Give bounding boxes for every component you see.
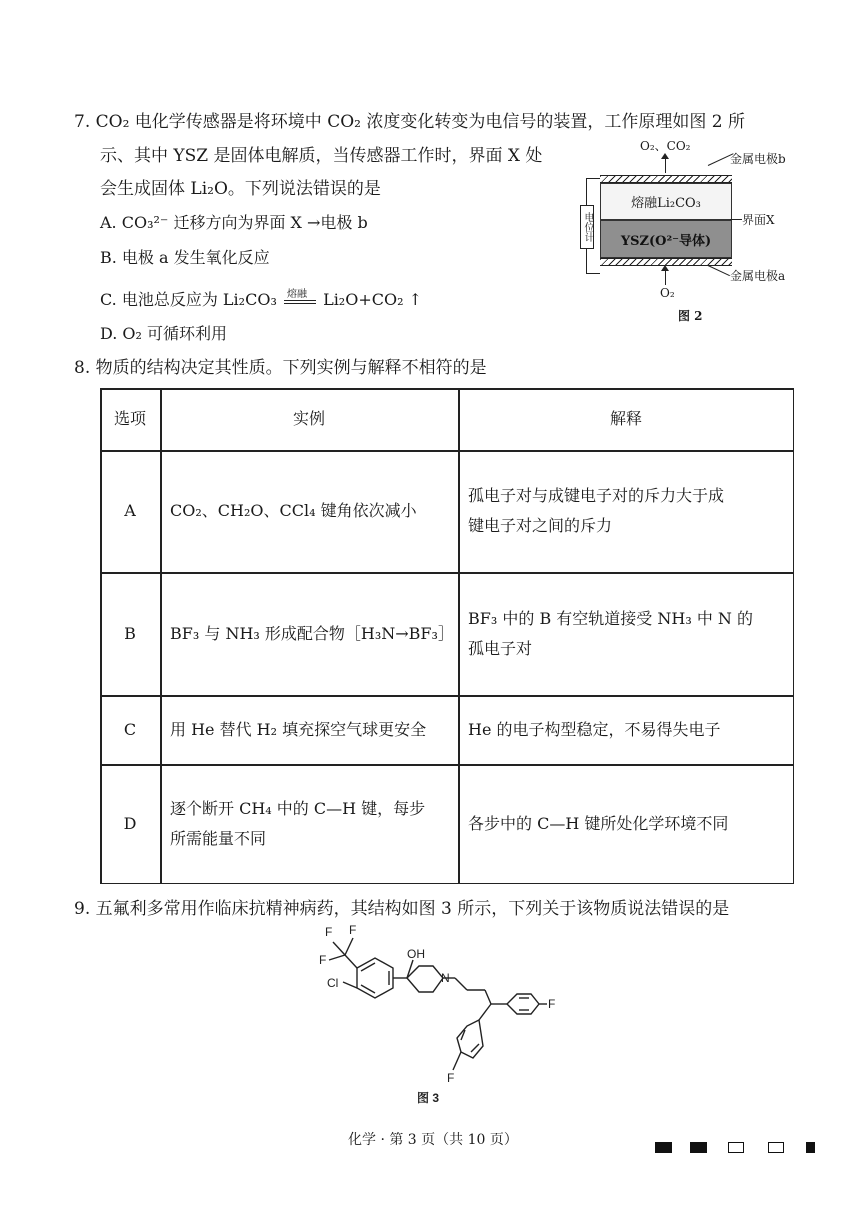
electrode-b bbox=[600, 175, 732, 183]
table-cell-example: CO₂、CH₂O、CCl₄ 键角依次减小 bbox=[170, 501, 417, 520]
atom-f: F bbox=[548, 997, 555, 1011]
ysz-layer bbox=[600, 220, 732, 258]
atom-cl: Cl bbox=[327, 976, 339, 990]
voltmeter: 电位计 bbox=[580, 205, 594, 249]
fig2-bottom-gas: O₂ bbox=[660, 286, 675, 300]
table-cell-example: 用 He 替代 H₂ 填充探空气球更安全 bbox=[170, 719, 427, 739]
table-cell-explanation: 各步中的 C—H 键所处化学环境不同 bbox=[468, 814, 729, 833]
table-cell-explanation: He 的电子构型稳定，不易得失电子 bbox=[468, 719, 721, 739]
fig2-melt-label: 熔融Li₂CO₃ bbox=[631, 196, 701, 211]
wire bbox=[586, 178, 600, 179]
benzene-ring-left bbox=[357, 958, 393, 998]
table-cell-explanation: 孤电子对与成键电子对的斥力大于成 键电子对之间的斥力 bbox=[468, 486, 725, 535]
reaction-arrow bbox=[284, 288, 316, 311]
fig2-ysz-label: YSZ(O²⁻导体) bbox=[620, 233, 712, 249]
leader-line bbox=[730, 219, 742, 220]
atom-f: F bbox=[319, 953, 327, 967]
wire bbox=[586, 273, 600, 274]
table-cell-example: 逐个断开 CH₄ 中的 C—H 键，每步 所需能量不同 bbox=[170, 799, 426, 848]
table-header: 实例 bbox=[292, 409, 325, 428]
q7-option-c-suffix: Li₂O+CO₂ ↑ bbox=[323, 290, 423, 309]
q7-option-c bbox=[100, 288, 422, 312]
piperidine-ring bbox=[407, 966, 443, 992]
q8-table bbox=[100, 388, 794, 884]
q7-stem-line3: 会生成固体 Li₂O。下列说法错误的是 bbox=[100, 179, 381, 199]
fig2-electrode-a-label: 金属电极a bbox=[730, 269, 786, 283]
reaction-condition: 熔融 bbox=[286, 288, 307, 300]
fig2-electrode-b-label: 金属电极b bbox=[730, 152, 786, 166]
q8-stem: 8. 物质的结构决定其性质。下列实例与解释不相符的是 bbox=[74, 358, 487, 378]
table-header: 选项 bbox=[113, 409, 146, 428]
table-cell-option: B bbox=[124, 623, 136, 643]
atom-oh: OH bbox=[407, 947, 425, 961]
molten-li2co3-layer bbox=[600, 183, 732, 220]
scan-mark bbox=[768, 1142, 784, 1153]
table-cell-explanation: BF₃ 中的 B 有空轨道接受 NH₃ 中 N 的 孤电子对 bbox=[468, 608, 754, 658]
atom-f: F bbox=[349, 923, 357, 937]
atom-f: F bbox=[325, 925, 333, 939]
table-header: 解释 bbox=[609, 409, 642, 428]
fig2-interface-label: 界面X bbox=[742, 213, 775, 227]
scan-mark bbox=[655, 1142, 672, 1153]
atom-n: N bbox=[441, 971, 450, 985]
q9-stem: 9. 五氟利多常用作临床抗精神病药，其结构如图 3 所示，下列关于该物质说法错误的是 bbox=[74, 899, 730, 919]
fig3-caption: 图 3 bbox=[417, 1091, 440, 1105]
figure-3-structure bbox=[295, 920, 555, 1110]
figure-2 bbox=[580, 135, 810, 330]
benzene-ring-right bbox=[507, 994, 539, 1014]
table-cell-example: BF₃ 与 NH₃ 形成配合物［H₃N→BF₃］ bbox=[170, 623, 454, 643]
fig2-caption: 图 2 bbox=[678, 309, 703, 323]
scan-mark bbox=[728, 1142, 744, 1153]
arrow-head-icon bbox=[661, 265, 669, 271]
leader-line bbox=[708, 265, 730, 276]
q7-option-d: D. O₂ 可循环利用 bbox=[100, 324, 228, 343]
table-cell-option: C bbox=[123, 719, 137, 739]
q7-option-b: B. 电极 a 发生氧化反应 bbox=[100, 248, 270, 267]
q7-stem-line1: 7. CO₂ 电化学传感器是将环境中 CO₂ 浓度变化转变为电信号的装置，工作原理如图 2 所 bbox=[74, 112, 745, 132]
page-footer: 化学 · 第 3 页（共 10 页） bbox=[348, 1132, 518, 1148]
table-cell-option: D bbox=[123, 814, 137, 833]
scan-mark bbox=[690, 1142, 707, 1153]
atom-f: F bbox=[447, 1071, 455, 1085]
scan-mark bbox=[806, 1142, 815, 1153]
fig2-top-gas: O₂、CO₂ bbox=[640, 139, 691, 153]
arrow-head-icon bbox=[661, 153, 669, 159]
q7-stem-line2: 示、其中 YSZ 是固体电解质，当传感器工作时，界面 X 处 bbox=[100, 146, 543, 166]
q7-option-a: A. CO₃²⁻ 迁移方向为界面 X →电极 b bbox=[100, 213, 368, 232]
table-cell-option: A bbox=[124, 501, 136, 520]
q7-option-c-prefix: C. 电池总反应为 Li₂CO₃ bbox=[100, 290, 277, 309]
